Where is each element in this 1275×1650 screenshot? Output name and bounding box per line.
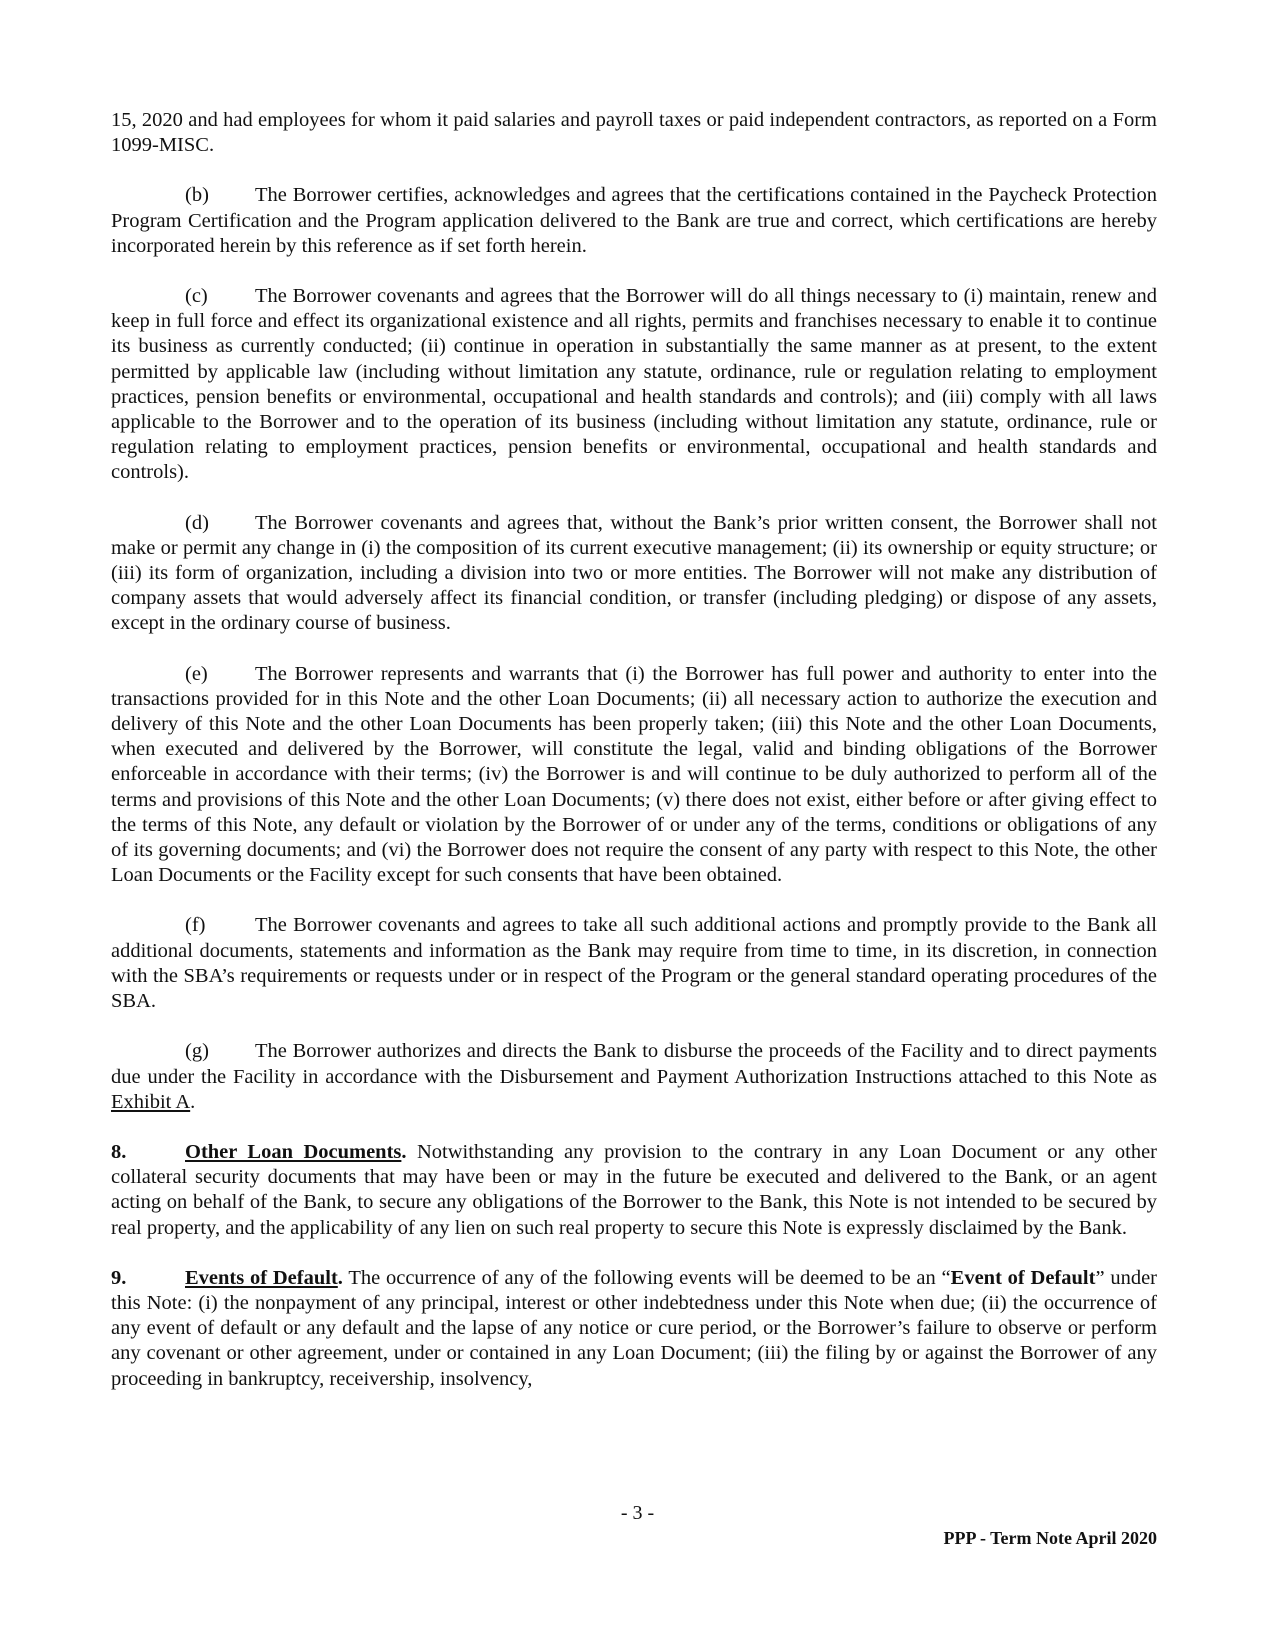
section-number: 8. <box>111 1140 127 1163</box>
clause-text: The Borrower represents and warrants that (i) the Borrower has full power and authority to enter into the transactions provided for in this Note and the other Loan Documents; (ii) all necessary action to authorize the execution and delivery of this Note and the other Loan Documents has been properly taken; (iii) this Note and the other Loan Documents, when executed and delivered by the Borrower, will constitute the legal, valid and binding obligations of the Borrower enforceable in accordance with their terms; (iv) the Borrower is and will continue to be duly authorized to perform all of the terms and provisions of this Note and the other Loan Documents; (v) there does not exist, either before or after giving effect to the terms of this Note, any default or violation by the Borrower of or under any of the terms, conditions or obligations of any of its governing documents; and (vi) the Borrower does not require the consent of any party with respect to this Note, the other Loan Documents or the Facility except for such consents that have been obtained. <box>111 662 1157 887</box>
clause-b <box>111 183 1157 259</box>
section-text-1: The occurrence of any of the following events will be deemed to be an “ <box>342 1266 951 1289</box>
exhibit-a-reference: Exhibit A <box>111 1090 191 1113</box>
section-9 <box>111 1266 1157 1392</box>
clause-text: The Borrower covenants and agrees that the Borrower will do all things necessary to (i) maintain, renew and keep in full force and effect its organizational existence and all rights, permits and franchises necessary to enable it to continue its business as currently conducted; (ii) continue in operation in substantially the same manner as at present, to the extent permitted by applicable law (including without limitation any statute, ordinance, rule or regulation relating to employment practices, pension benefits or environmental, occupational and health standards and controls); and (iii) comply with all laws applicable to the Borrower and to the operation of its business (including without limitation any statute, ordinance, rule or regulation relating to employment practices, pension benefits or environmental, occupational and health standards and controls). <box>111 285 1157 484</box>
footer-label: PPP - Term Note April 2020 <box>943 1528 1157 1548</box>
section-heading: Other Loan Documents <box>185 1140 402 1163</box>
defined-term: Event of Default <box>950 1266 1096 1289</box>
clause-c <box>111 284 1157 486</box>
clause-text: The Borrower authorizes and directs the Bank to disburse the proceeds of the Facility and to direct payments due under the Facility in accordance with the Disbursement and Payment Authorization Instructions attached to this Note as <box>111 1040 1157 1088</box>
clause-text: The Borrower covenants and agrees that, without the Bank’s prior written consent, the Borrower shall not make or permit any change in (i) the composition of its current executive management; (ii) its ownership or equity structure; or (iii) its form of organization, including a division into two or more entities. The Borrower will not make any distribution of company assets that would adversely affect its financial condition, or transfer (including pledging) or dispose of any assets, except in the ordinary course of business. <box>111 511 1157 635</box>
section-text: Notwithstanding any provision to the contrary in any Loan Document or any other collateral security documents that may have been or may in the future be executed and delivered to the Bank, or an agent acting on behalf of the Bank, to secure any obligations of the Borrower to the Bank, this Note is not intended to be secured by real property, and the applicability of any lien on such real property to secure this Note is expressly disclaimed by the Bank. <box>111 1140 1157 1239</box>
clause-label: (f) <box>185 914 206 937</box>
clause-e <box>111 662 1157 889</box>
section-heading-period: . <box>401 1140 407 1163</box>
clause-g <box>111 1039 1157 1115</box>
clause-end: . <box>190 1090 196 1113</box>
clause-text: The Borrower certifies, acknowledges and agrees that the certifications contained in the Paycheck Protection Program Certification and the Program application delivered to the Bank are true and correct, which certifications are hereby incorporated herein by this reference as if set forth herein. <box>111 184 1157 257</box>
page-number: - 3 - <box>620 1502 655 1524</box>
clause-label: (g) <box>185 1040 209 1063</box>
clause-label: (c) <box>185 285 208 308</box>
section-8 <box>111 1140 1157 1241</box>
section-heading: Events of Default <box>185 1266 338 1289</box>
document-body <box>111 108 1157 1417</box>
section-number: 9. <box>111 1266 127 1289</box>
section-heading-period: . <box>337 1266 343 1289</box>
clause-text: The Borrower covenants and agrees to take all such additional actions and promptly provide to the Bank all additional documents, statements and information as the Bank may require from time to time, in its discretion, in connection with the SBA’s requirements or requests under or in respect of the Program or the general standard operating procedures of the SBA. <box>111 914 1157 1013</box>
section-text-2: ” under this Note: (i) the nonpayment of any principal, interest or other indebtedness under this Note when due; (ii) the occurrence of any event of default or any default and the lapse of any notice or cure period, or the Borrower’s failure to observe or perform any covenant or other agreement, under or contained in any Loan Document; (iii) the filing by or against the Borrower of any proceeding in bankruptcy, receivership, insolvency, <box>111 1266 1157 1390</box>
clause-d <box>111 511 1157 637</box>
clause-label: (d) <box>185 511 209 534</box>
intro-paragraph: 15, 2020 and had employees for whom it paid salaries and payroll taxes or paid independent contractors, as reported on a Form 1099-MISC. <box>111 109 1157 157</box>
clause-f <box>111 913 1157 1014</box>
clause-label: (e) <box>185 662 208 685</box>
clause-label: (b) <box>185 184 209 207</box>
